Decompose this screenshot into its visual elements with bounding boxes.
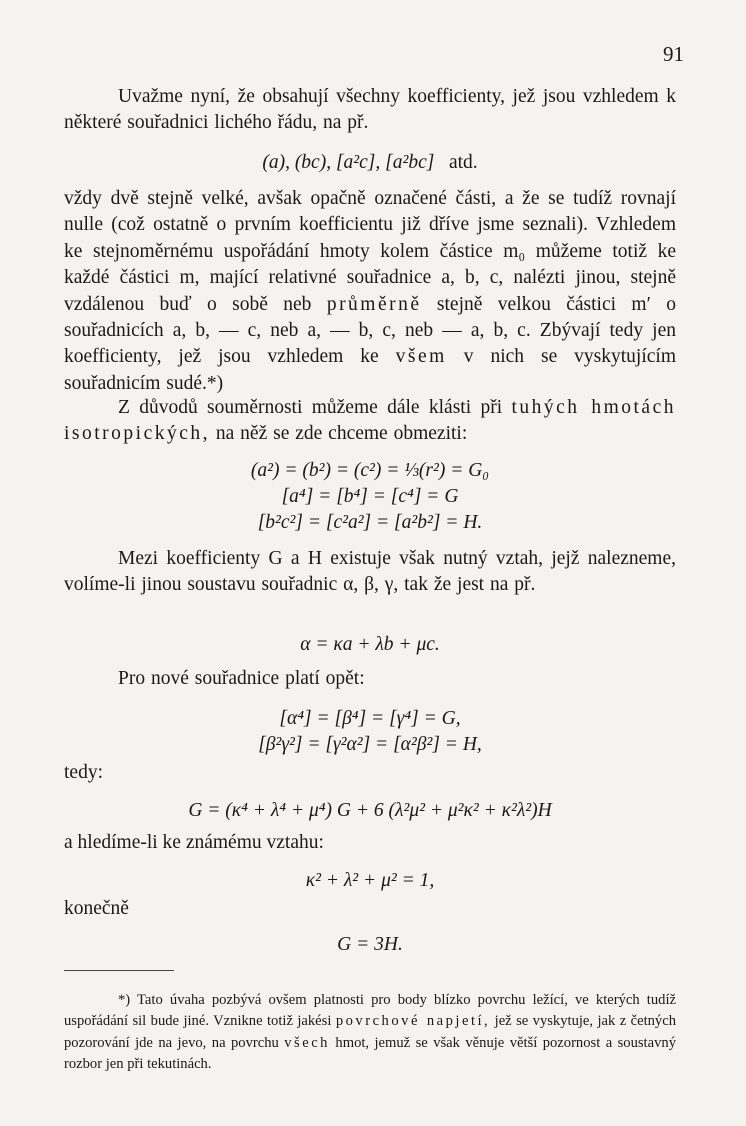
equation-g-expansion: G = (κ⁴ + λ⁴ + μ⁴) G + 6 (λ²μ² + μ²κ² + κ²λ²)H <box>188 800 552 821</box>
footnote-text-b: jež se vyskytuje, jak z četných pozorování jde na jevo, na povrchu <box>64 1013 676 1051</box>
equation-new-g: [α⁴] = [β⁴] = [γ⁴] = G, <box>279 708 461 729</box>
paragraph-isotropic-spaced: tuhých hmotách isotropických, <box>64 397 676 445</box>
equation-unit-norm: κ² + λ² + μ² = 1, <box>305 870 435 891</box>
equation-fourth-moments-g: [a⁴] = [b⁴] = [c⁴] = G <box>281 486 459 507</box>
footnote-spaced-1: povrchové napjetí, <box>335 1013 491 1030</box>
equation-odd-coefficients <box>64 150 676 176</box>
footnote-divider <box>64 970 174 971</box>
equation-new-h: [β²γ²] = [γ²α²] = [α²β²] = H, <box>258 734 482 755</box>
paragraph-relation <box>64 546 676 599</box>
paragraph-isotropic <box>64 395 676 448</box>
paragraph-known-relation: a hledíme-li ke známému vztahu: <box>64 832 324 853</box>
paragraph-intro-text: Uvažme nyní, že obsahují všechny koefficienty, jež jsou vzhledem k některé souřadnici lichého řádu, na př. <box>64 86 676 134</box>
paragraph-symmetry <box>64 186 676 397</box>
equation-odd-coefficients-suffix: atd. <box>448 152 478 173</box>
equation-new-coordinate: α = κa + λb + μc. <box>300 634 440 655</box>
page-number: 91 <box>663 42 684 66</box>
paragraph-symmetry-spaced-2: všem <box>395 346 447 368</box>
paragraph-new-coordinates <box>64 666 676 692</box>
equation-second-moments: (a²) = (b²) = (c²) = ⅓(r²) = G₀ <box>250 460 490 481</box>
equation-result: G = 3H. <box>337 934 403 955</box>
paragraph-isotropic-text-a: Z důvodů souměrnosti můžeme dále klásti při <box>118 397 503 418</box>
footnote-spaced-2: všech <box>284 1034 330 1051</box>
paragraph-isotropic-text-b: na něž se zde chceme obmeziti: <box>215 423 468 445</box>
paragraph-new-coordinates-text: Pro nové souřadnice platí opět: <box>118 668 365 689</box>
equation-fourth-moments-h: [b²c²] = [c²a²] = [a²b²] = H. <box>257 512 483 533</box>
paragraph-relation-text: Mezi koefficienty G a H existuje však nutný vztah, jejž nalezneme, volíme-li jinou soustavu souřadnic α, β, γ, tak že jest na př. <box>64 548 676 596</box>
paragraph-symmetry-text-c: v nich se vyskytujícím souřadnicím sudé.*) <box>64 346 677 394</box>
paragraph-symmetry-spaced-1: průměrně <box>326 293 422 315</box>
footnote-text-c: hmot, jemuž se však věnuje větší pozornost a soustavný rozbor jen při tekutinách. <box>64 1034 676 1072</box>
label-tedy: tedy: <box>64 762 103 783</box>
paragraph-intro <box>64 84 676 137</box>
paragraph-symmetry-text-b: stejně velkou částici m′ o souřadnicích a, b, — c, neb a, — b, c, neb — a, b, c. Zbývají tedy jen koefficienty, jež jsou vzhledem ke <box>64 293 677 368</box>
paragraph-symmetry-text-a: vždy dvě stejně velké, avšak opačně označené části, a že se tudíž rovnají nulle (což ostatně o prvním koefficientu již dříve jsme seznali). Vzhledem ke stejnoměrnému uspořádání hmoty kolem částice m₀ můžeme totiž ke každé částici m, mající relativné souřadnice a, b, c, nalézti jinou, stejně vzdálenou buď o sobě neb <box>64 188 676 315</box>
footnote <box>64 990 676 1075</box>
footnote-text-a: *) Tato úvaha pozbývá ovšem platnosti pro body blízko povrchu ležící, ve kterých tudíž uspořádání sil bude jiné. Vznikne totiž jakési <box>64 992 676 1030</box>
label-konecne: konečně <box>64 898 129 919</box>
equation-odd-coefficients-terms: (a), (bc), [a²c], [a²bc] <box>262 152 435 173</box>
